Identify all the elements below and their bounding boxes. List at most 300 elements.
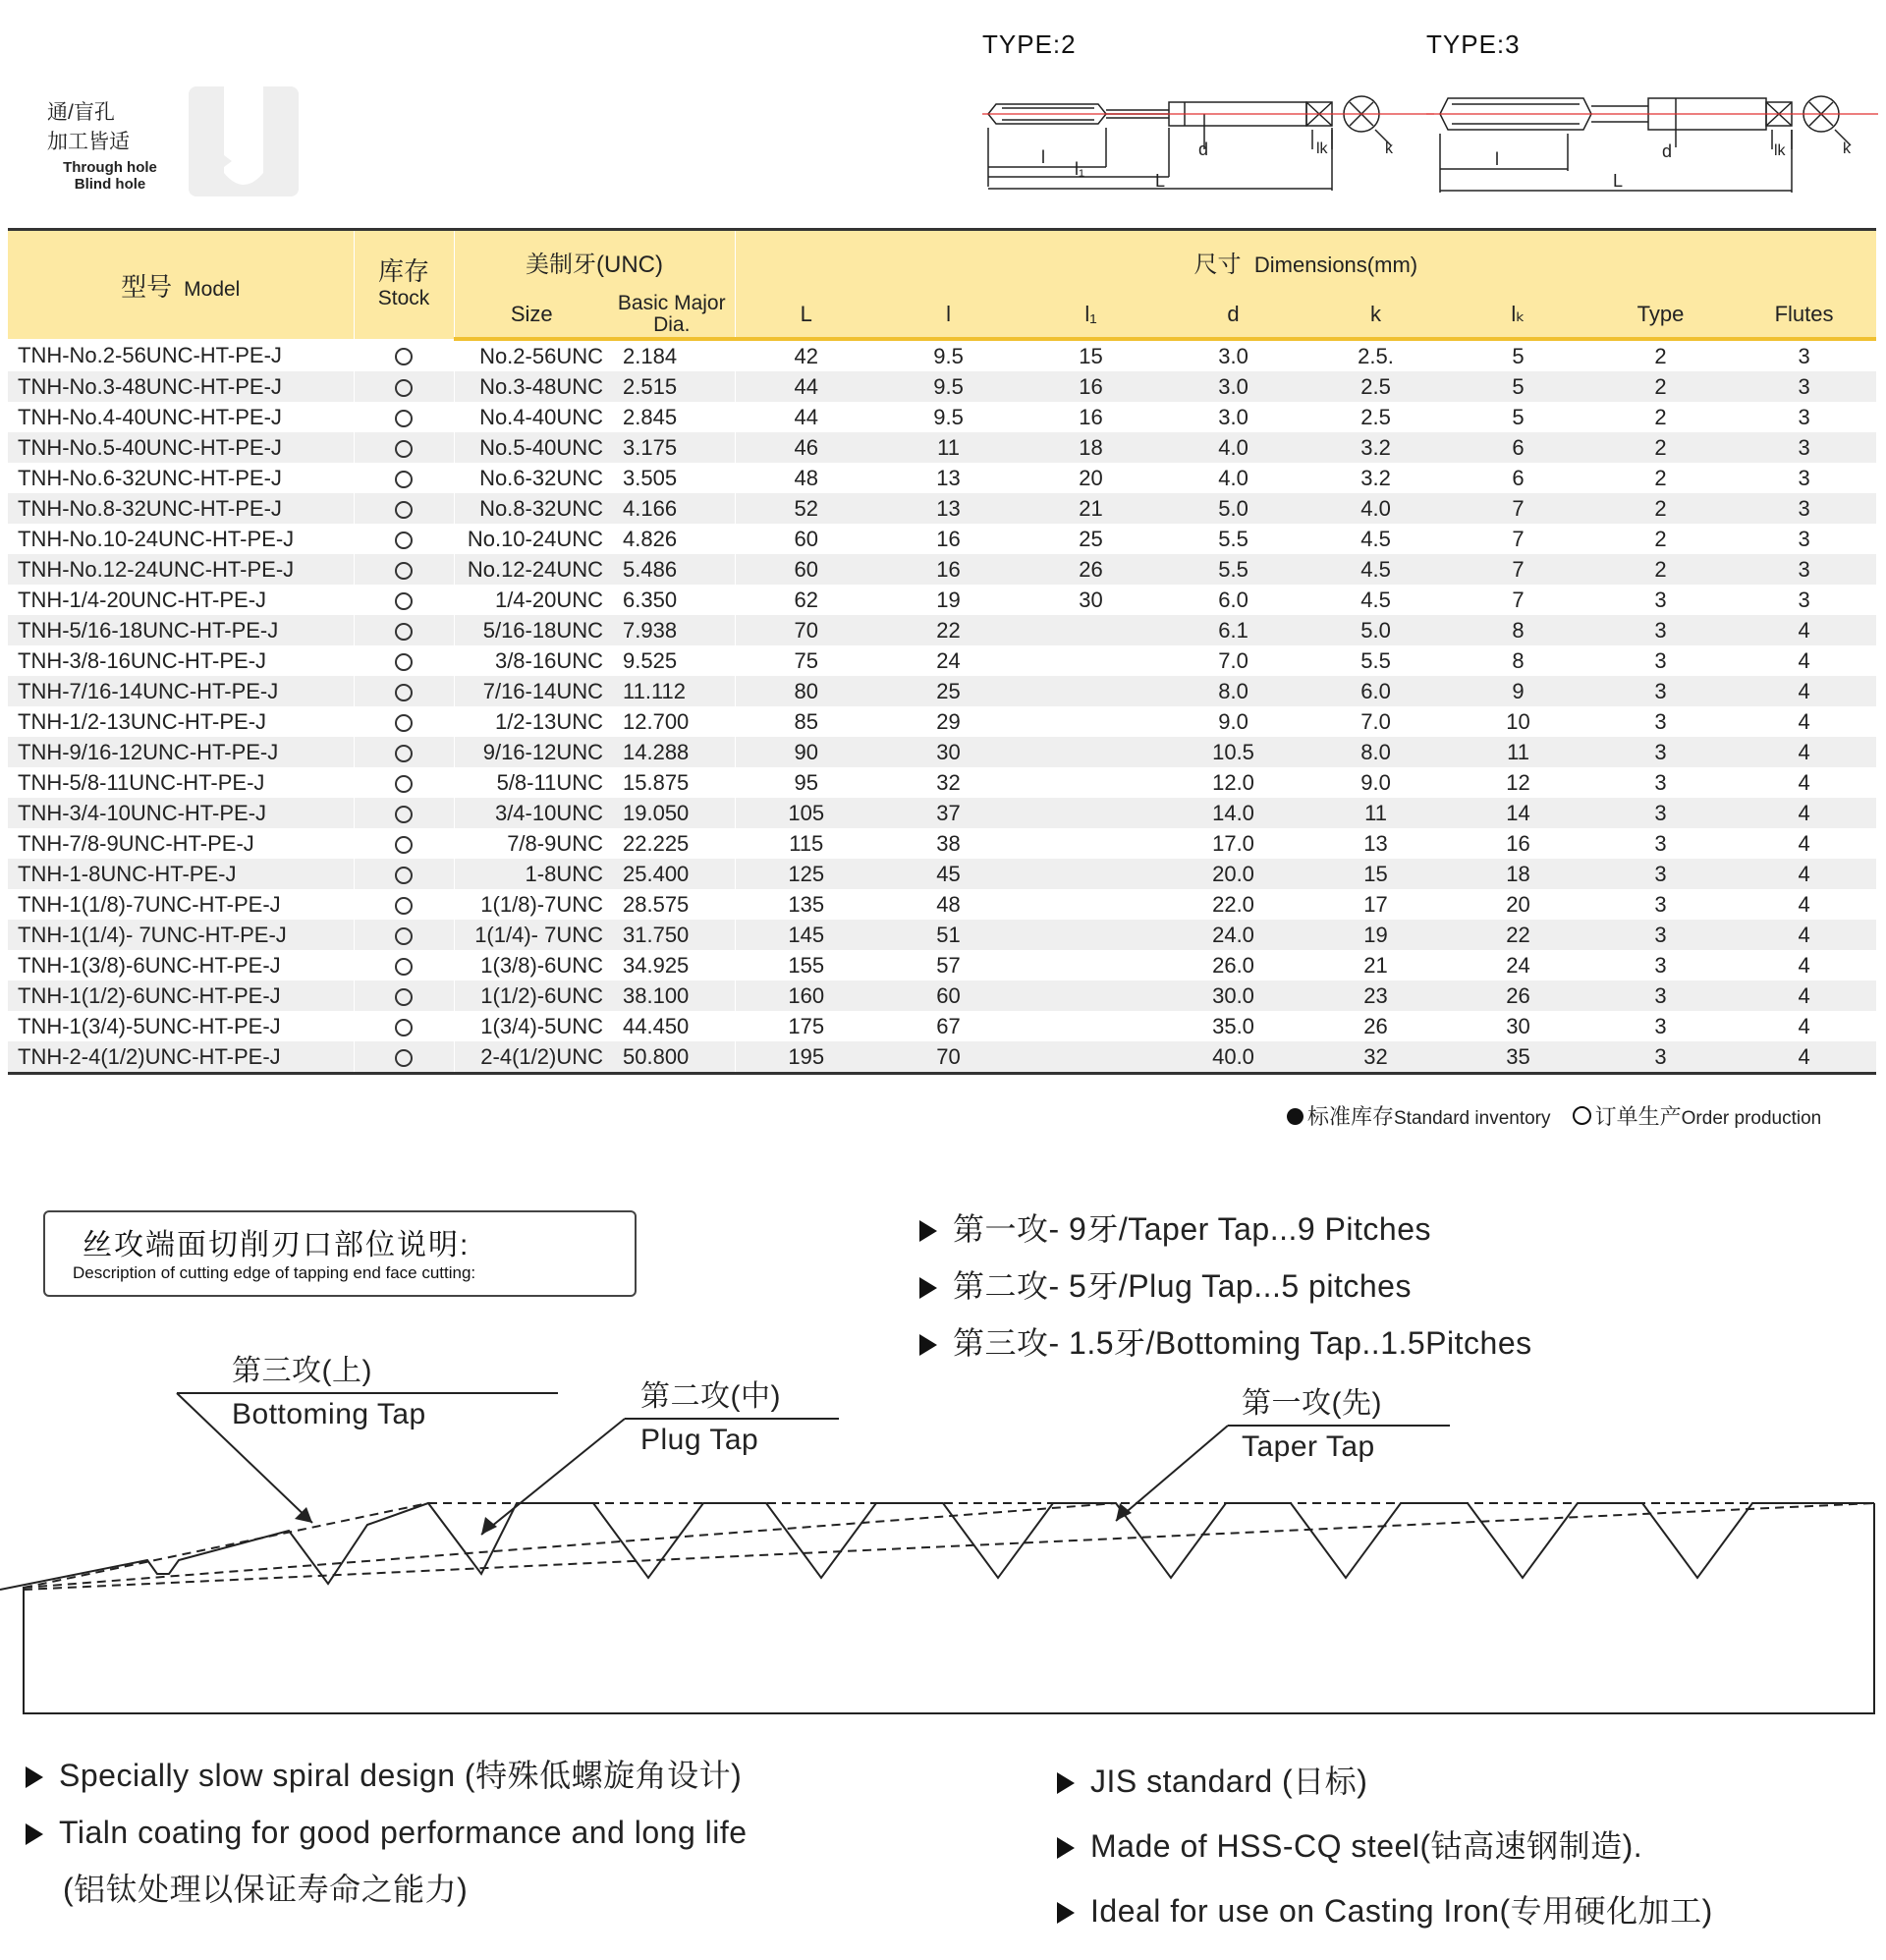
cell-dia: 3.175: [609, 432, 735, 463]
features-right: [1057, 1749, 1713, 1943]
cell-lk: 18: [1447, 859, 1589, 889]
stock-cell: [354, 554, 454, 585]
cell-model: TNH-1(3/4)-5UNC-HT-PE-J: [8, 1011, 354, 1041]
cell-model: TNH-No.8-32UNC-HT-PE-J: [8, 493, 354, 524]
stock-cell: [354, 463, 454, 493]
type3-dim-lk: lk: [1774, 142, 1786, 159]
cell-model: TNH-1(1/2)-6UNC-HT-PE-J: [8, 980, 354, 1011]
table-row: [8, 1011, 1876, 1041]
cell-k: 2.5: [1304, 371, 1447, 402]
cell-model: TNH-No.2-56UNC-HT-PE-J: [8, 339, 354, 371]
cell-l: 9.5: [877, 371, 1020, 402]
cell-L: 44: [735, 402, 877, 432]
table-row: [8, 1041, 1876, 1074]
cell-d: 9.0: [1162, 706, 1304, 737]
cell-size: 2-4(1/2)UNC: [454, 1041, 609, 1074]
cell-l: 48: [877, 889, 1020, 920]
cell-k: 2.5: [1304, 402, 1447, 432]
cell-L: 95: [735, 767, 877, 798]
cell-l: 67: [877, 1011, 1020, 1041]
cell-lk: 22: [1447, 920, 1589, 950]
cutting-title-en: Description of cutting edge of tapping end face cutting:: [73, 1263, 476, 1282]
cell-k: 3.2: [1304, 432, 1447, 463]
cell-flutes: 4: [1732, 859, 1876, 889]
cell-l1: [1020, 798, 1162, 828]
triangle-bullet-icon: [1057, 1772, 1075, 1794]
cell-L: 60: [735, 524, 877, 554]
cell-l: 16: [877, 554, 1020, 585]
cell-size: No.3-48UNC: [454, 371, 609, 402]
cell-model: TNH-5/16-18UNC-HT-PE-J: [8, 615, 354, 645]
stock-cell: [354, 339, 454, 371]
spec-table-wrapper: [8, 228, 1876, 1075]
type3-dim-l: l: [1495, 149, 1499, 169]
cell-d: 5.5: [1162, 524, 1304, 554]
cell-k: 17: [1304, 889, 1447, 920]
cell-flutes: 3: [1732, 493, 1876, 524]
cell-l1: [1020, 859, 1162, 889]
order-production-icon: [395, 775, 413, 793]
cell-type: 3: [1589, 950, 1732, 980]
table-row: [8, 463, 1876, 493]
cell-dia: 9.525: [609, 645, 735, 676]
cell-dia: 11.112: [609, 676, 735, 706]
cell-model: TNH-7/8-9UNC-HT-PE-J: [8, 828, 354, 859]
cell-type: 2: [1589, 463, 1732, 493]
bullet-bottoming: 第三攻- 1.5牙/Bottoming Tap..1.5Pitches: [919, 1315, 1532, 1372]
triangle-bullet-icon: [26, 1766, 43, 1788]
cell-model: TNH-7/16-14UNC-HT-PE-J: [8, 676, 354, 706]
triangle-bullet-icon: [26, 1823, 43, 1845]
bottoming-label-cn: 第三攻(上): [232, 1355, 372, 1387]
taper-label-en: Taper Tap: [1242, 1430, 1375, 1463]
cell-type: 2: [1589, 524, 1732, 554]
cell-l1: [1020, 645, 1162, 676]
header-flutes: Flutes: [1732, 292, 1876, 339]
cell-flutes: 3: [1732, 524, 1876, 554]
table-row: [8, 706, 1876, 737]
cell-L: 60: [735, 554, 877, 585]
cell-k: 11: [1304, 798, 1447, 828]
stock-cell: [354, 1011, 454, 1041]
feature-cast-iron: Ideal for use on Casting Iron(专用硬化加工): [1057, 1878, 1713, 1943]
cell-type: 3: [1589, 828, 1732, 859]
order-production-icon: [395, 348, 413, 365]
features-left: [26, 1747, 748, 1918]
cell-size: 1/4-20UNC: [454, 585, 609, 615]
table-row: [8, 889, 1876, 920]
cell-k: 13: [1304, 828, 1447, 859]
cell-lk: 8: [1447, 615, 1589, 645]
cell-dia: 14.288: [609, 737, 735, 767]
cell-l: 38: [877, 828, 1020, 859]
cell-type: 3: [1589, 706, 1732, 737]
cell-flutes: 3: [1732, 432, 1876, 463]
cell-L: 46: [735, 432, 877, 463]
cell-dia: 28.575: [609, 889, 735, 920]
cell-l: 9.5: [877, 402, 1020, 432]
cell-L: 70: [735, 615, 877, 645]
cell-l: 25: [877, 676, 1020, 706]
stock-legend: 标准库存Standard inventory 订单生产Order production: [1287, 1100, 1821, 1131]
cell-flutes: 3: [1732, 371, 1876, 402]
cell-L: 52: [735, 493, 877, 524]
cell-size: No.10-24UNC: [454, 524, 609, 554]
type2-diagram: [982, 29, 1434, 196]
order-production-icon: [395, 836, 413, 854]
cell-l1: 16: [1020, 371, 1162, 402]
cutting-edge-title-box: [43, 1210, 637, 1297]
order-production-icon: [395, 501, 413, 519]
order-production-icon: [395, 867, 413, 884]
cell-k: 26: [1304, 1011, 1447, 1041]
type2-dim-l1: l₁: [1075, 159, 1085, 179]
cell-flutes: 4: [1732, 645, 1876, 676]
stock-cell: [354, 798, 454, 828]
cell-l1: [1020, 676, 1162, 706]
cell-size: No.2-56UNC: [454, 339, 609, 371]
cell-flutes: 4: [1732, 767, 1876, 798]
cell-size: 1(1/4)- 7UNC: [454, 920, 609, 950]
cell-size: 7/16-14UNC: [454, 676, 609, 706]
order-production-icon: [1573, 1106, 1591, 1125]
order-production-icon: [395, 623, 413, 641]
cell-lk: 11: [1447, 737, 1589, 767]
cell-flutes: 3: [1732, 339, 1876, 371]
stock-cell: [354, 737, 454, 767]
cell-L: 80: [735, 676, 877, 706]
header-basic-major-dia: Basic Major Dia.: [609, 292, 735, 339]
cell-lk: 24: [1447, 950, 1589, 980]
cell-k: 19: [1304, 920, 1447, 950]
type2-dim-l: l: [1041, 147, 1045, 167]
cell-l1: [1020, 950, 1162, 980]
cell-type: 3: [1589, 1041, 1732, 1074]
cell-l1: [1020, 767, 1162, 798]
cell-dia: 2.845: [609, 402, 735, 432]
cell-L: 145: [735, 920, 877, 950]
cell-flutes: 4: [1732, 1011, 1876, 1041]
cell-size: 7/8-9UNC: [454, 828, 609, 859]
cell-k: 5.0: [1304, 615, 1447, 645]
cell-l: 13: [877, 463, 1020, 493]
cell-dia: 2.515: [609, 371, 735, 402]
cell-size: 1(3/4)-5UNC: [454, 1011, 609, 1041]
cell-flutes: 3: [1732, 402, 1876, 432]
cell-model: TNH-3/8-16UNC-HT-PE-J: [8, 645, 354, 676]
cell-dia: 4.166: [609, 493, 735, 524]
order-production-icon: [395, 379, 413, 397]
taper-label-cn: 第一攻(先): [1242, 1387, 1382, 1420]
cell-type: 3: [1589, 615, 1732, 645]
cell-L: 75: [735, 645, 877, 676]
cell-dia: 31.750: [609, 920, 735, 950]
stock-cell: [354, 371, 454, 402]
cell-d: 12.0: [1162, 767, 1304, 798]
cell-dia: 6.350: [609, 585, 735, 615]
cell-lk: 6: [1447, 463, 1589, 493]
type3-dim-d: d: [1662, 141, 1673, 161]
cell-l: 9.5: [877, 339, 1020, 371]
header-stock: 库存 Stock: [354, 230, 454, 340]
cell-dia: 2.184: [609, 339, 735, 371]
cell-k: 4.5: [1304, 585, 1447, 615]
stock-cell: [354, 706, 454, 737]
cell-type: 3: [1589, 920, 1732, 950]
cell-type: 2: [1589, 339, 1732, 371]
cell-L: 85: [735, 706, 877, 737]
header-l: l: [877, 292, 1020, 339]
triangle-bullet-icon: [919, 1277, 937, 1299]
plug-label-en: Plug Tap: [640, 1424, 759, 1456]
cell-l1: [1020, 737, 1162, 767]
cell-flutes: 4: [1732, 920, 1876, 950]
cell-dia: 34.925: [609, 950, 735, 980]
cell-d: 24.0: [1162, 920, 1304, 950]
cell-d: 17.0: [1162, 828, 1304, 859]
cell-L: 175: [735, 1011, 877, 1041]
cell-l: 22: [877, 615, 1020, 645]
cell-d: 5.5: [1162, 554, 1304, 585]
cell-L: 44: [735, 371, 877, 402]
cell-size: No.12-24UNC: [454, 554, 609, 585]
cell-flutes: 4: [1732, 980, 1876, 1011]
cell-l1: 16: [1020, 402, 1162, 432]
stock-cell: [354, 889, 454, 920]
cell-dia: 15.875: [609, 767, 735, 798]
cell-size: 9/16-12UNC: [454, 737, 609, 767]
header-size: Size: [454, 292, 609, 339]
cell-d: 14.0: [1162, 798, 1304, 828]
cell-flutes: 4: [1732, 737, 1876, 767]
cell-flutes: 3: [1732, 585, 1876, 615]
table-row: [8, 524, 1876, 554]
triangle-bullet-icon: [1057, 1902, 1075, 1924]
bottoming-label-en: Bottoming Tap: [232, 1398, 426, 1430]
cell-lk: 10: [1447, 706, 1589, 737]
cell-k: 4.0: [1304, 493, 1447, 524]
table-row: [8, 493, 1876, 524]
cell-type: 3: [1589, 798, 1732, 828]
cell-size: 1/2-13UNC: [454, 706, 609, 737]
stock-cell: [354, 676, 454, 706]
type3-dim-k: k: [1843, 140, 1851, 157]
cell-lk: 35: [1447, 1041, 1589, 1074]
cell-type: 2: [1589, 371, 1732, 402]
cell-lk: 9: [1447, 676, 1589, 706]
cell-l1: [1020, 980, 1162, 1011]
header-d: d: [1162, 292, 1304, 339]
type2-dim-lk: lk: [1316, 140, 1328, 157]
table-row: [8, 554, 1876, 585]
header-model: 型号 Model: [8, 230, 354, 340]
cell-size: No.4-40UNC: [454, 402, 609, 432]
spec-table-body: [8, 339, 1876, 1074]
cell-l1: 15: [1020, 339, 1162, 371]
cell-l1: 20: [1020, 463, 1162, 493]
cell-model: TNH-1(1/4)- 7UNC-HT-PE-J: [8, 920, 354, 950]
cell-l1: [1020, 615, 1162, 645]
order-production-icon: [395, 806, 413, 823]
cell-lk: 5: [1447, 371, 1589, 402]
cell-flutes: 4: [1732, 615, 1876, 645]
cell-L: 42: [735, 339, 877, 371]
cell-type: 3: [1589, 737, 1732, 767]
cell-d: 35.0: [1162, 1011, 1304, 1041]
type3-tap-drawing: [1426, 69, 1878, 196]
cell-flutes: 3: [1732, 463, 1876, 493]
plug-label-cn: 第二攻(中): [640, 1380, 781, 1413]
table-row: [8, 645, 1876, 676]
cell-l: 57: [877, 950, 1020, 980]
cell-k: 4.5: [1304, 524, 1447, 554]
cell-type: 3: [1589, 676, 1732, 706]
header-lk: lₖ: [1447, 292, 1589, 339]
order-production-icon: [395, 958, 413, 976]
order-production-icon: [395, 1019, 413, 1036]
table-row: [8, 767, 1876, 798]
cell-l1: 25: [1020, 524, 1162, 554]
cell-l1: [1020, 706, 1162, 737]
table-row: [8, 859, 1876, 889]
cell-L: 125: [735, 859, 877, 889]
stock-cell: [354, 859, 454, 889]
cell-k: 3.2: [1304, 463, 1447, 493]
cell-L: 48: [735, 463, 877, 493]
order-production-icon: [395, 532, 413, 549]
cell-d: 40.0: [1162, 1041, 1304, 1074]
stock-cell: [354, 767, 454, 798]
cell-type: 2: [1589, 493, 1732, 524]
spec-table: [8, 228, 1876, 1075]
table-row: [8, 798, 1876, 828]
stock-cell: [354, 920, 454, 950]
cell-k: 8.0: [1304, 737, 1447, 767]
cell-model: TNH-9/16-12UNC-HT-PE-J: [8, 737, 354, 767]
cell-k: 2.5.: [1304, 339, 1447, 371]
order-production-icon: [395, 1049, 413, 1067]
cell-d: 6.1: [1162, 615, 1304, 645]
table-row: [8, 339, 1876, 371]
bullet-plug: 第二攻- 5牙/Plug Tap...5 pitches: [919, 1258, 1532, 1315]
order-production-icon: [395, 592, 413, 610]
cell-model: TNH-1(3/8)-6UNC-HT-PE-J: [8, 950, 354, 980]
cell-l1: [1020, 828, 1162, 859]
cell-flutes: 4: [1732, 706, 1876, 737]
cell-lk: 16: [1447, 828, 1589, 859]
table-row: [8, 371, 1876, 402]
cell-l: 51: [877, 920, 1020, 950]
type3-diagram: [1426, 29, 1878, 196]
cell-model: TNH-No.4-40UNC-HT-PE-J: [8, 402, 354, 432]
type2-dim-k: k: [1385, 140, 1393, 157]
order-production-icon: [395, 440, 413, 458]
table-row: [8, 950, 1876, 980]
header-dimensions: 尺寸 Dimensions(mm): [735, 230, 1876, 293]
cell-L: 155: [735, 950, 877, 980]
cell-lk: 12: [1447, 767, 1589, 798]
table-row: [8, 980, 1876, 1011]
table-row: [8, 737, 1876, 767]
order-production-icon: [395, 988, 413, 1006]
type3-dim-L: L: [1613, 171, 1624, 191]
cell-d: 8.0: [1162, 676, 1304, 706]
cell-size: 1(1/2)-6UNC: [454, 980, 609, 1011]
cell-size: No.6-32UNC: [454, 463, 609, 493]
cell-d: 10.5: [1162, 737, 1304, 767]
cell-l: 70: [877, 1041, 1020, 1074]
cell-d: 6.0: [1162, 585, 1304, 615]
cell-dia: 12.700: [609, 706, 735, 737]
feature-coating: Tialn coating for good performance and long life: [26, 1804, 748, 1861]
cell-l: 60: [877, 980, 1020, 1011]
cell-l1: 21: [1020, 493, 1162, 524]
stock-cell: [354, 828, 454, 859]
bullet-taper: 第一攻- 9牙/Taper Tap...9 Pitches: [919, 1201, 1532, 1258]
cell-type: 2: [1589, 432, 1732, 463]
stock-cell: [354, 493, 454, 524]
order-production-icon: [395, 562, 413, 580]
cell-lk: 7: [1447, 585, 1589, 615]
table-row: [8, 432, 1876, 463]
cell-lk: 5: [1447, 402, 1589, 432]
cell-model: TNH-3/4-10UNC-HT-PE-J: [8, 798, 354, 828]
triangle-bullet-icon: [1057, 1837, 1075, 1859]
cell-k: 6.0: [1304, 676, 1447, 706]
cell-model: TNH-1(1/8)-7UNC-HT-PE-J: [8, 889, 354, 920]
stock-cell: [354, 615, 454, 645]
cell-model: TNH-1/2-13UNC-HT-PE-J: [8, 706, 354, 737]
standard-inventory-icon: [1287, 1108, 1304, 1125]
cell-L: 160: [735, 980, 877, 1011]
cell-lk: 5: [1447, 339, 1589, 371]
cutting-title-cn: 丝攻端面切削刃口部位说明:: [83, 1229, 471, 1261]
cell-d: 30.0: [1162, 980, 1304, 1011]
cell-l: 30: [877, 737, 1020, 767]
cell-type: 3: [1589, 585, 1732, 615]
feature-coating-cn: (铝钛处理以保证寿命之能力): [63, 1872, 469, 1907]
cell-flutes: 4: [1732, 950, 1876, 980]
cell-k: 21: [1304, 950, 1447, 980]
feature-hss: Made of HSS-CQ steel(钴高速钢制造).: [1057, 1814, 1713, 1878]
cell-lk: 30: [1447, 1011, 1589, 1041]
type2-label: TYPE:2: [982, 29, 1077, 59]
stock-cell: [354, 432, 454, 463]
cell-type: 3: [1589, 980, 1732, 1011]
type2-dim-d: d: [1198, 140, 1209, 159]
type2-tap-drawing: [982, 69, 1434, 196]
cell-type: 2: [1589, 554, 1732, 585]
cell-model: TNH-5/8-11UNC-HT-PE-J: [8, 767, 354, 798]
cell-lk: 20: [1447, 889, 1589, 920]
cell-flutes: 4: [1732, 889, 1876, 920]
stock-cell: [354, 1041, 454, 1074]
cell-dia: 19.050: [609, 798, 735, 828]
order-production-icon: [395, 745, 413, 762]
cell-lk: 6: [1447, 432, 1589, 463]
cell-lk: 7: [1447, 524, 1589, 554]
cell-model: TNH-No.10-24UNC-HT-PE-J: [8, 524, 354, 554]
cell-model: TNH-No.12-24UNC-HT-PE-J: [8, 554, 354, 585]
stock-cell: [354, 980, 454, 1011]
cell-d: 26.0: [1162, 950, 1304, 980]
order-production-icon: [395, 471, 413, 488]
table-row: [8, 402, 1876, 432]
cell-l: 11: [877, 432, 1020, 463]
cell-dia: 4.826: [609, 524, 735, 554]
thread-cutting-diagram: [0, 1346, 1886, 1729]
cell-flutes: 3: [1732, 554, 1876, 585]
